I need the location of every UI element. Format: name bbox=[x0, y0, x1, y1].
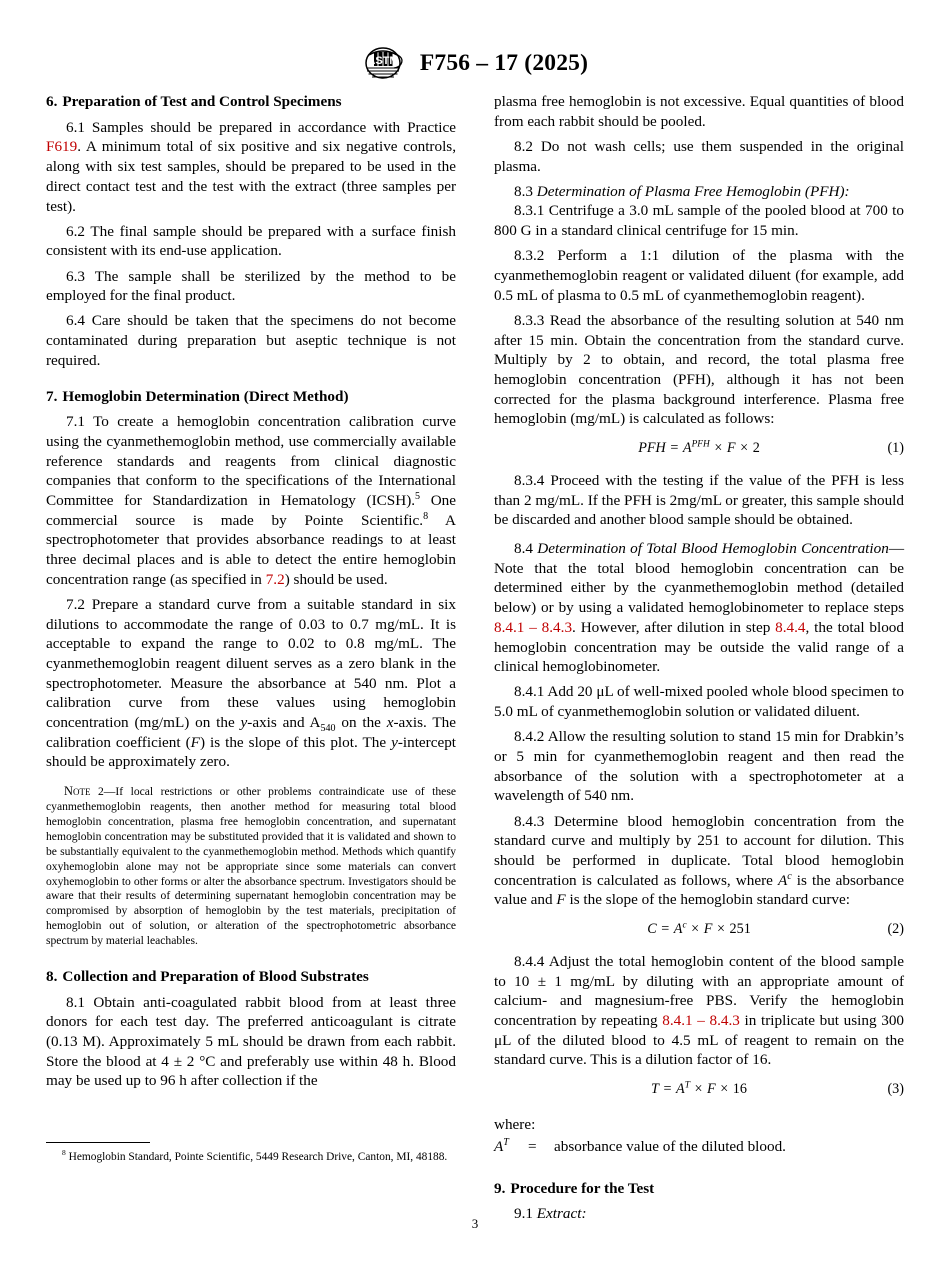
where-definition-text: absorbance value of the diluted blood. bbox=[554, 1137, 786, 1155]
astm-logo-icon bbox=[362, 46, 408, 80]
section-heading-9 bbox=[494, 1179, 904, 1199]
para-9-1-title: Extract: bbox=[536, 1205, 587, 1223]
equation-1 bbox=[494, 440, 904, 460]
para-8-3-title: Determination of Plasma Free Hemoglobin (PFH): bbox=[536, 182, 850, 200]
eq1-equals: = bbox=[666, 440, 682, 456]
left-column bbox=[46, 92, 456, 1230]
paragraph-8-3-heading bbox=[494, 182, 904, 202]
section-7-number: 7. bbox=[46, 387, 58, 405]
eq1-op2: × bbox=[736, 440, 752, 456]
para-8-4-3-text-b: is the absorbance value and bbox=[494, 871, 904, 909]
axis-var-y-1: y bbox=[240, 714, 248, 732]
where-definition-row bbox=[494, 1137, 904, 1157]
para-7-1-text-a: 7.1 To create a hemoglobin concentration calibration curve using the cyanmethemoglobin method, use commercially available reference standards and reagents from clinical diagnostic companies that conform to the specifications of the International Committee for Standardization in Hematology (ICSH). bbox=[46, 413, 456, 509]
eq3-superscript: T bbox=[684, 1080, 690, 1091]
equation-2-number: (2) bbox=[887, 920, 904, 937]
eq2-equals: = bbox=[657, 920, 673, 937]
para-7-1-text-d: ) should be used. bbox=[284, 570, 388, 588]
page-number: 3 bbox=[471, 1216, 479, 1231]
where-equals-sign: = bbox=[528, 1137, 537, 1155]
where-label: where: bbox=[494, 1116, 536, 1134]
para-8-4-3-var-f: F bbox=[556, 891, 566, 909]
eq3-var-f: F bbox=[707, 1081, 716, 1098]
section-7-title: Hemoglobin Determination (Direct Method) bbox=[62, 387, 349, 405]
paragraph-8-1-continuation: plasma free hemoglobin is not excessive. Equal quantities of blood from each rabbit should be pooled. bbox=[494, 93, 904, 130]
paragraph-8-3-4: 8.3.4 Proceed with the testing if the value of the PFH is less than 2 mg/mL. If the PFH is 2mg/mL or greater, this sample should be discarded and another blood sample should be obtained. bbox=[494, 472, 904, 529]
where-symbol-superscript: T bbox=[503, 1136, 509, 1148]
para-6-1-text-b: . A minimum total of six positive and six negative controls, along with six test samples, should be prepared to be used in the direct contact test and the test with the extract (three samples per test). bbox=[46, 138, 456, 215]
eq3-value: 16 bbox=[732, 1081, 747, 1098]
standard-designation: F756 – 17 (2025) bbox=[419, 49, 589, 76]
equation-3 bbox=[494, 1081, 904, 1101]
absorbance-subscript-540: 540 bbox=[320, 723, 336, 735]
eq3-var-a: A bbox=[676, 1081, 685, 1098]
section-9-number: 9. bbox=[494, 1179, 506, 1197]
paragraph-8-2: 8.2 Do not wash cells; use them suspended in the original plasma. bbox=[494, 137, 904, 175]
equation-3-number: (3) bbox=[887, 1081, 904, 1098]
note-2-text: 2—If local restrictions or other problems contraindicate use of these cyanmethemoglobin reagents, then another method for measuring total blood hemoglobin concentration, plasma free hemoglobin concentration, and supernatant hemoglobin concentration may be substituted provided that it is validated and shown to be substantially equivalent to the cyanmethemoglobin method. Methods which quantify oxyhemoglobin alone may not be appropriate since some materials can convert oxyhemoglobin to other forms or alter the absorbance spectrum. Investigators should be aware that their results of determining supernatant hemoglobin concentration may be compromised by absorption of hemoglobin by the test materials, precipitation of hemoglobin out of solution, or alteration of the spectrophotometric absorbance spectrum by material leachables. bbox=[46, 785, 456, 948]
para-8-4-3-var-a-sup: c bbox=[787, 870, 792, 882]
xref-8-4-4[interactable]: 8.4.4 bbox=[775, 618, 806, 636]
xref-8-4-1-to-8-4-3[interactable]: 8.4.1 – 8.4.3 bbox=[494, 618, 573, 636]
para-8-4-3-text-a: 8.4.3 Determine blood hemoglobin concentration from the standard curve and multiply by 251 to account for dilution. This should be performed in duplicate. Total blood hemoglobin concentration is calculated as follows, where bbox=[494, 812, 904, 889]
note-2 bbox=[46, 784, 456, 949]
para-7-2-text-g: -intercept should be approximately zero. bbox=[46, 733, 457, 771]
section-6-title: Preparation of Test and Control Specimens bbox=[62, 93, 342, 110]
para-7-2-text-d: -axis. The calibration coefficient ( bbox=[46, 714, 456, 751]
equation-2-body bbox=[494, 921, 904, 938]
axis-var-x: x bbox=[386, 714, 394, 732]
para-8-4-3-text-c: is the slope of the hemoglobin standard curve: bbox=[565, 891, 850, 909]
axis-var-y-2: y bbox=[391, 733, 398, 751]
para-7-1-text-b: One commercial source is made by Pointe Scientific. bbox=[46, 492, 456, 529]
eq3-lhs: T bbox=[651, 1081, 659, 1098]
footnote-block bbox=[46, 1142, 456, 1165]
para-6-1-text-a: 6.1 Samples should be prepared in accordance with Practice bbox=[66, 118, 456, 136]
footnote-8-text: Hemoglobin Standard, Pointe Scientific, 5449 Research Drive, Canton, MI, 48188. bbox=[65, 1151, 448, 1163]
variable-f: F bbox=[190, 733, 200, 751]
eq2-value: 251 bbox=[729, 920, 751, 937]
page-header bbox=[0, 46, 950, 80]
equation-2 bbox=[494, 921, 904, 941]
eq3-op2: × bbox=[716, 1081, 732, 1098]
section-heading-7 bbox=[46, 387, 456, 407]
paragraph-7-1 bbox=[46, 412, 456, 589]
eq1-value: 2 bbox=[752, 440, 760, 456]
para-7-2-text-c: on the bbox=[335, 714, 387, 732]
section-8-number: 8. bbox=[46, 967, 58, 985]
two-column-body bbox=[46, 92, 904, 1230]
paragraph-6-4: 6.4 Care should be taken that the specimens do not become contaminated during preparation but aseptic technique is not required. bbox=[46, 312, 456, 369]
para-7-2-text-b: -axis and A bbox=[247, 714, 321, 732]
eq2-superscript: c bbox=[682, 920, 687, 931]
eq3-op1: × bbox=[690, 1081, 707, 1098]
equation-1-body bbox=[494, 440, 904, 457]
section-6-number: 6. bbox=[46, 93, 58, 110]
footnote-8 bbox=[46, 1150, 456, 1165]
eq1-superscript: PFH bbox=[691, 439, 710, 450]
eq2-lhs: C bbox=[647, 920, 657, 937]
section-8-title: Collection and Preparation of Blood Substrates bbox=[62, 967, 369, 985]
paragraph-7-2 bbox=[46, 595, 456, 772]
paragraph-8-3-2: 8.3.2 Perform a 1:1 dilution of the plasma with the cyanmethemoglobin reagent or validated diluent (for example, add 0.5 mL of plasma to 0.5 mL of cyanmethemoglobin reagent). bbox=[494, 247, 904, 304]
paragraph-6-2: 6.2 The final sample should be prepared with a surface finish consistent with its end-use application. bbox=[46, 222, 456, 260]
paragraph-8-4-2: 8.4.2 Allow the resulting solution to stand 15 min for Drabkin’s or 5 min for cyanmethemoglobin reagent and then read the absorbance of the solution with a spectrophotometer at a wavelength of 540 nm. bbox=[494, 728, 904, 805]
paragraph-6-1 bbox=[46, 118, 456, 216]
para-8-4-4-text-b: in triplicate but using 300 μL of the diluted blood to 4.5 mL of reagent to remain on the standard curve. This is a dilution factor of 16. bbox=[494, 1012, 905, 1069]
right-column bbox=[494, 92, 904, 1230]
footnote-marker-8[interactable]: 8 bbox=[423, 510, 429, 522]
paragraph-8-4-4 bbox=[494, 952, 904, 1070]
eq1-var-a: A bbox=[682, 440, 692, 456]
para-8-4-text-c: , the total blood hemoglobin concentration may be outside the valid range of a clinical hemoglobinometer. bbox=[494, 618, 904, 676]
eq1-op1: × bbox=[710, 440, 726, 456]
paragraph-8-4 bbox=[494, 539, 904, 677]
footnote-separator-rule bbox=[46, 1142, 150, 1143]
eq2-op2: × bbox=[713, 920, 729, 937]
eq1-var-f: F bbox=[726, 440, 736, 456]
para-8-4-text-a: —Note that the total blood hemoglobin concentration can be determined either by the cyanmethemoglobin method (detailed below) or by using a validated hemoglobinometer to replace steps bbox=[494, 540, 904, 617]
footnote-marker-5[interactable]: 5 bbox=[415, 490, 421, 502]
para-7-1-text-c: A spectrophotometer that provides absorbance readings to at least three decimal places and is able to detect the entire hemoglobin concentration range (as specified in bbox=[46, 511, 456, 588]
section-9-title: Procedure for the Test bbox=[510, 1179, 655, 1197]
paragraph-8-3-1: 8.3.1 Centrifuge a 3.0 mL sample of the pooled blood at 700 to 800 G in a standard clinical centrifuge for 15 min. bbox=[494, 202, 904, 240]
where-symbol bbox=[494, 1137, 528, 1157]
equation-3-body bbox=[494, 1081, 904, 1098]
eq2-var-f: F bbox=[703, 920, 713, 937]
para-8-4-text-b: . However, after dilution in step bbox=[572, 618, 776, 636]
note-label: Note bbox=[64, 784, 91, 799]
where-symbol-base: A bbox=[494, 1137, 504, 1155]
paragraph-6-3: 6.3 The sample shall be sterilized by the method to be employed for the final product. bbox=[46, 267, 456, 305]
para-7-2-text-e: ) is the slope of this plot. The bbox=[199, 733, 392, 751]
para-9-1-number: 9.1 bbox=[514, 1205, 537, 1223]
xref-f619[interactable]: F619 bbox=[46, 138, 78, 156]
eq2-op1: × bbox=[687, 920, 703, 937]
eq3-equals: = bbox=[659, 1081, 676, 1098]
svg-text:ASTM: ASTM bbox=[367, 55, 399, 67]
eq1-lhs: PFH bbox=[638, 440, 666, 456]
section-heading-8 bbox=[46, 967, 456, 987]
paragraph-8-4-1: 8.4.1 Add 20 μL of well-mixed pooled whole blood specimen to 5.0 mL of cyanmethemoglobin solution or validated diluent. bbox=[494, 683, 904, 721]
paragraph-8-1: 8.1 Obtain anti-coagulated rabbit blood from at least three donors for each test day. The preferred anticoagulant is citrate (0.13 M). Approximately 5 mL should be drawn from each rabbit. Store the blood at 4 ± 2 °C and preferably use within 48 h. Blood may be used up to 96 h after collection if the bbox=[46, 993, 456, 1090]
para-8-3-number: 8.3 bbox=[514, 182, 537, 200]
eq2-var-a: A bbox=[673, 920, 683, 937]
section-heading-6 bbox=[46, 92, 456, 112]
xref-8-4-1-to-8-4-3-repeat[interactable]: 8.4.1 – 8.4.3 bbox=[662, 1012, 740, 1029]
para-8-4-4-text-a: 8.4.4 Adjust the total hemoglobin content of the blood sample to 10 ± 1 mg/mL by diluting with an appropriate amount of calcium- and magnesium-free PBS. Verify the hemoglobin concentration by repeating bbox=[494, 952, 904, 1029]
footnote-8-marker: 8 bbox=[62, 1148, 66, 1158]
para-8-4-title: Determination of Total Blood Hemoglobin Concentration bbox=[537, 540, 889, 558]
paragraph-8-4-3 bbox=[494, 812, 904, 910]
equation-1-number: (1) bbox=[887, 440, 904, 456]
xref-7-2[interactable]: 7.2 bbox=[265, 570, 285, 588]
para-8-4-3-var-a: A bbox=[777, 871, 788, 889]
paragraph-8-3-3: 8.3.3 Read the absorbance of the resulting solution at 540 nm after 15 min. Obtain the concentration from the standard curve. Multiply by 2 to obtain, and record, the total plasma free hemoglobin concentration (PFH), although it has not been corrected for the plasma background interference. Plasma free hemoglobin (mg/mL) is calculated as follows: bbox=[494, 311, 904, 428]
para-7-2-text-a: 7.2 Prepare a standard curve from a suitable standard in six dilutions to accommodate the range of 0.03 to 0.7 mg/mL. It is acceptable to expand the range to 0.02 to 0.8 mg/mL. The cyanmethemoglobin reagent diluent serves as a zero blank in the spectrophotometer. Measure the absorbance at 540 nm. Plot a calibration curve from these values using hemoglobin concentration (mg/mL) on the bbox=[46, 595, 456, 732]
para-8-4-number: 8.4 bbox=[514, 540, 538, 558]
